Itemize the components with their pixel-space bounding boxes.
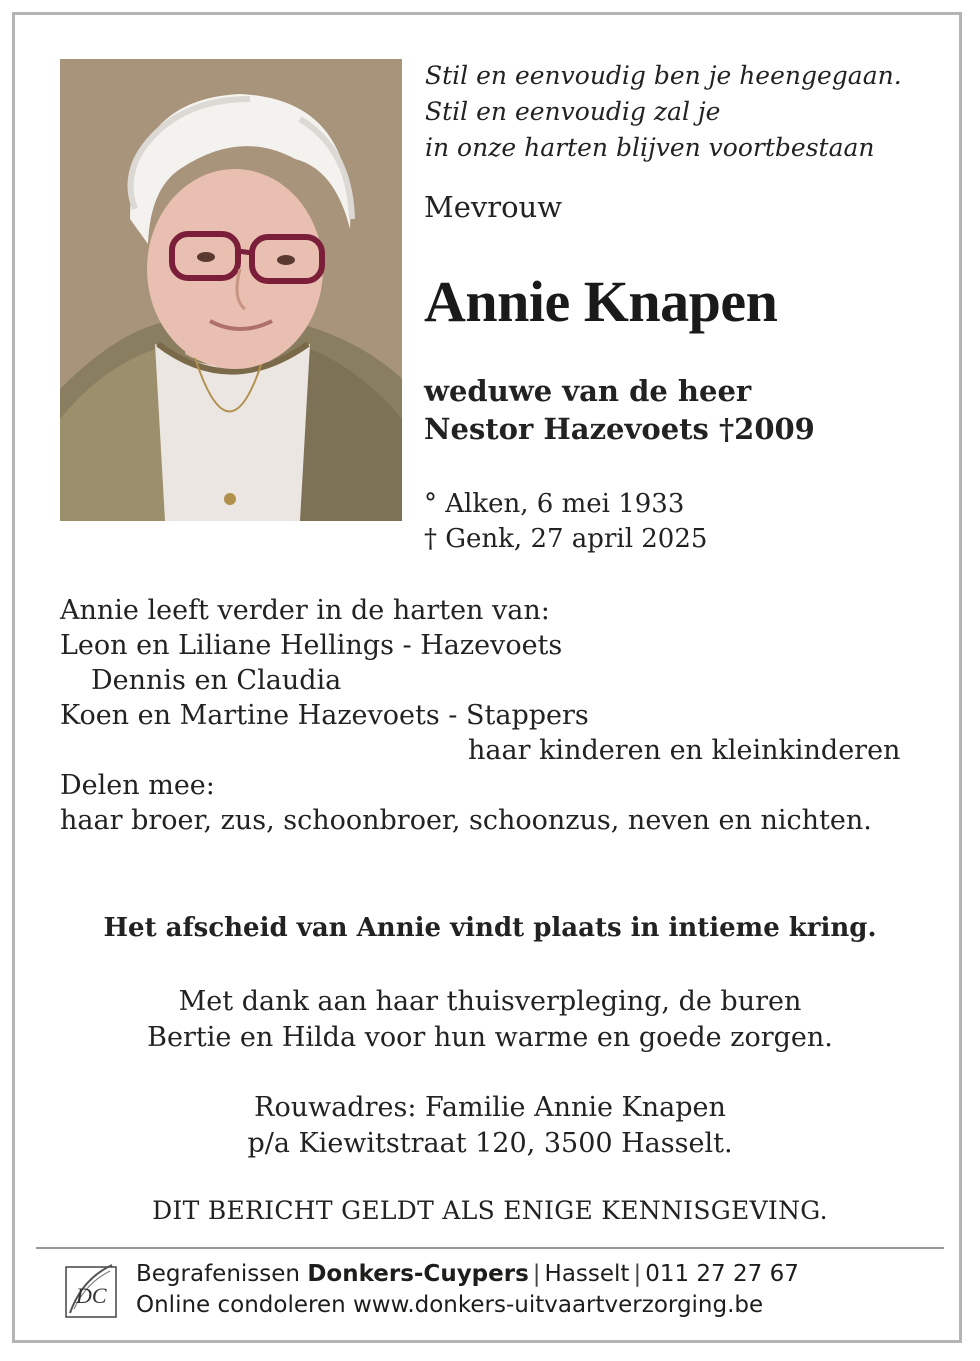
death-date: † Genk, 27 april 2025 [424,524,708,554]
online-label: Online condoleren [136,1292,346,1318]
thanks-text [0,984,980,1056]
portrait-photo [60,59,402,521]
family-relation: haar kinderen en kleinkinderen [468,735,901,766]
poem-line: Stil en eenvoudig ben je heengegaan. [425,61,902,90]
footer [136,1259,799,1321]
share-line: haar broer, zus, schoonbroer, schoonzus, neven en nichten. [60,805,872,836]
footer-line-1 [136,1259,799,1290]
family-list [60,593,930,838]
thanks-line: Bertie en Hilda voor hun warme en goede zorgen. [147,1022,833,1053]
address-line: Rouwadres: Familie Annie Knapen [254,1092,726,1123]
separator: | [633,1261,642,1287]
footer-divider [36,1247,944,1249]
poem [425,58,945,166]
portrait-illustration [60,59,402,521]
spouse-line-1: weduwe van de heer [424,374,752,408]
official-notice: DIT BERICHT GELDT ALS ENIGE KENNISGEVING. [152,1196,828,1225]
poem-line: in onze harten blijven voortbestaan [425,133,875,162]
farewell-notice: Het afscheid van Annie vindt plaats in intieme kring. [103,913,877,943]
footer-line-2 [136,1290,799,1321]
footer-prefix: Begrafenissen [136,1261,300,1287]
share-intro: Delen mee: [60,770,215,801]
family-line: Koen en Martine Hazevoets - Stappers [60,700,589,731]
address-line: p/a Kiewitstraat 120, 3500 Hasselt. [247,1128,733,1159]
logo-letters: DC [76,1283,107,1308]
birth-date: ° Alken, 6 mei 1933 [424,489,685,519]
family-line: Dennis en Claudia [91,665,342,696]
life-dates [424,487,707,557]
family-intro: Annie leeft verder in de harten van: [60,595,550,626]
company-city: Hasselt [544,1261,630,1287]
spouse-info [424,372,815,448]
honorific: Mevrouw [424,190,563,224]
poem-line: Stil en eenvoudig zal je [425,97,721,126]
mourning-address [0,1090,980,1162]
company-name: Donkers-Cuypers [307,1261,529,1287]
deceased-name: Annie Knapen [424,269,778,334]
company-phone: 011 27 27 67 [645,1261,799,1287]
funeral-home-logo-icon [62,1259,122,1321]
website-link[interactable]: www.donkers-uitvaartverzorging.be [353,1292,764,1318]
thanks-line: Met dank aan haar thuisverpleging, de buren [178,986,802,1017]
spouse-line-2: Nestor Hazevoets †2009 [424,412,815,446]
family-line: Leon en Liliane Hellings - Hazevoets [60,630,563,661]
separator: | [532,1261,541,1287]
